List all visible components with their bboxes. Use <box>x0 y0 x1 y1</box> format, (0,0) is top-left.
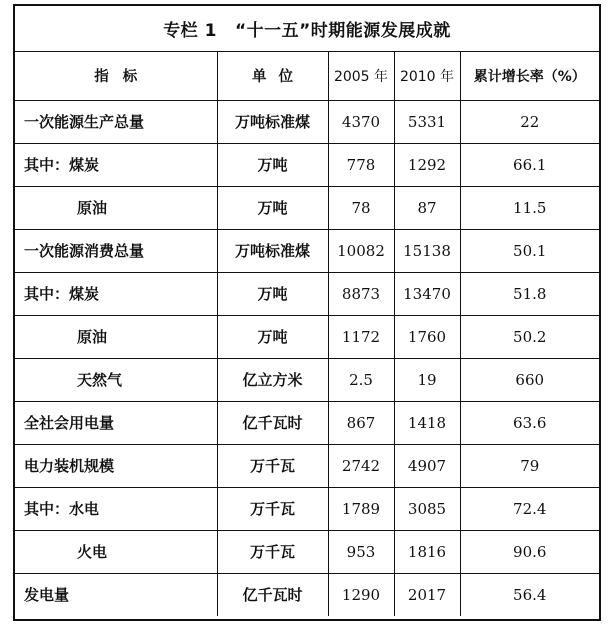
table-row <box>15 272 599 315</box>
row-value-2005: 8873 <box>328 272 394 315</box>
row-indicator-name: 一次能源生产总量 <box>15 100 217 143</box>
table-row <box>15 530 599 573</box>
row-value-2005: 1789 <box>328 487 394 530</box>
header-year-2005: 2005 年 <box>328 52 394 100</box>
row-value-2010: 19 <box>394 358 460 401</box>
table-row <box>15 229 599 272</box>
table-row <box>15 315 599 358</box>
row-indicator-name: 发电量 <box>15 573 217 616</box>
row-value-2005: 2742 <box>328 444 394 487</box>
row-unit: 万千瓦 <box>217 487 328 530</box>
energy-achievements-table <box>15 52 599 616</box>
row-indicator-name: 全社会用电量 <box>15 401 217 444</box>
header-year-2010: 2010 年 <box>394 52 460 100</box>
row-indicator-name: 电力装机规模 <box>15 444 217 487</box>
row-unit: 万千瓦 <box>217 530 328 573</box>
row-value-2010: 1418 <box>394 401 460 444</box>
row-unit: 万吨 <box>217 186 328 229</box>
row-value-2010: 1816 <box>394 530 460 573</box>
row-value-2005: 867 <box>328 401 394 444</box>
header-indicator: 指标 <box>15 52 217 100</box>
row-indicator-name: 其中：煤炭 <box>15 272 217 315</box>
row-value-2010: 2017 <box>394 573 460 616</box>
row-growth: 66.1 <box>460 143 599 186</box>
row-value-2010: 1292 <box>394 143 460 186</box>
row-value-2005: 10082 <box>328 229 394 272</box>
energy-achievements-table-panel <box>13 4 601 621</box>
table-title-text: “十一五”时期能源发展成就 <box>234 21 451 41</box>
row-value-2010: 13470 <box>394 272 460 315</box>
row-indicator-name: 天然气 <box>15 358 217 401</box>
row-value-2005: 2.5 <box>328 358 394 401</box>
row-unit: 万千瓦 <box>217 444 328 487</box>
row-growth: 72.4 <box>460 487 599 530</box>
row-value-2010: 4907 <box>394 444 460 487</box>
row-growth: 79 <box>460 444 599 487</box>
row-value-2010: 1760 <box>394 315 460 358</box>
row-growth: 660 <box>460 358 599 401</box>
row-indicator-name: 火电 <box>15 530 217 573</box>
row-value-2005: 4370 <box>328 100 394 143</box>
row-value-2010: 15138 <box>394 229 460 272</box>
row-unit: 亿立方米 <box>217 358 328 401</box>
table-header-row <box>15 52 599 100</box>
row-growth: 63.6 <box>460 401 599 444</box>
row-indicator-name: 原油 <box>15 186 217 229</box>
row-value-2010: 3085 <box>394 487 460 530</box>
table-row <box>15 487 599 530</box>
header-cumulative-growth: 累计增长率（%） <box>460 52 599 100</box>
row-value-2005: 778 <box>328 143 394 186</box>
row-unit: 万吨标准煤 <box>217 229 328 272</box>
table-row <box>15 143 599 186</box>
row-indicator-name: 原油 <box>15 315 217 358</box>
row-growth: 56.4 <box>460 573 599 616</box>
row-value-2005: 1290 <box>328 573 394 616</box>
row-unit: 亿千瓦时 <box>217 401 328 444</box>
table-title-label: 专栏 1 <box>163 21 217 41</box>
table-row <box>15 358 599 401</box>
row-indicator-name: 其中：水电 <box>15 487 217 530</box>
row-value-2010: 87 <box>394 186 460 229</box>
table-row <box>15 444 599 487</box>
row-growth: 51.8 <box>460 272 599 315</box>
row-unit: 亿千瓦时 <box>217 573 328 616</box>
row-value-2005: 78 <box>328 186 394 229</box>
row-value-2005: 953 <box>328 530 394 573</box>
row-indicator-name: 一次能源消费总量 <box>15 229 217 272</box>
row-growth: 50.1 <box>460 229 599 272</box>
row-value-2010: 5331 <box>394 100 460 143</box>
row-unit: 万吨 <box>217 143 328 186</box>
table-row <box>15 100 599 143</box>
row-unit: 万吨 <box>217 315 328 358</box>
row-indicator-name: 其中：煤炭 <box>15 143 217 186</box>
table-row <box>15 401 599 444</box>
row-growth: 90.6 <box>460 530 599 573</box>
row-growth: 22 <box>460 100 599 143</box>
header-unit: 单位 <box>217 52 328 100</box>
table-row <box>15 573 599 616</box>
row-unit: 万吨 <box>217 272 328 315</box>
row-value-2005: 1172 <box>328 315 394 358</box>
row-unit: 万吨标准煤 <box>217 100 328 143</box>
table-title <box>15 6 599 52</box>
table-row <box>15 186 599 229</box>
row-growth: 50.2 <box>460 315 599 358</box>
row-growth: 11.5 <box>460 186 599 229</box>
